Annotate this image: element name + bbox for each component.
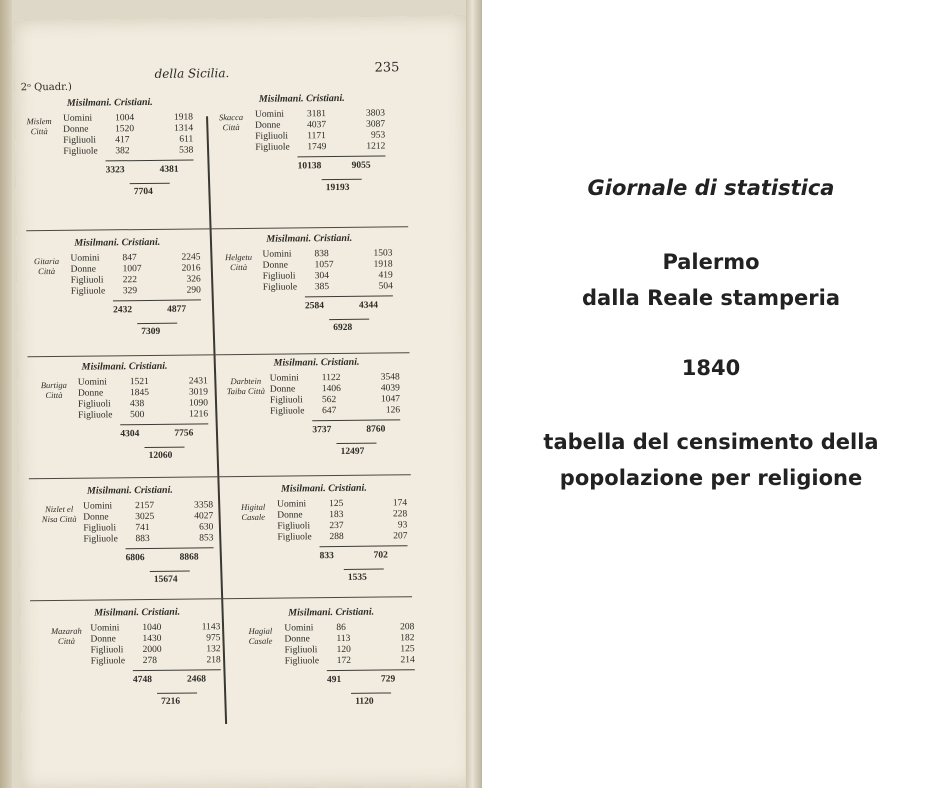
row-label: Donne bbox=[284, 634, 310, 645]
total-rule bbox=[322, 179, 362, 180]
table-row bbox=[263, 281, 393, 292]
grand-total: 7216 bbox=[161, 696, 181, 707]
misilmani-value: 4037 bbox=[307, 120, 327, 131]
misilmani-value: 1521 bbox=[129, 376, 149, 388]
grand-total: 1120 bbox=[355, 696, 374, 707]
row-label: Donne bbox=[90, 634, 116, 645]
cristiani-value: 3548 bbox=[380, 372, 400, 383]
total-rule bbox=[144, 447, 184, 448]
table-row bbox=[63, 112, 193, 123]
cristiani-value: 326 bbox=[186, 274, 201, 285]
row-label: Figliuole bbox=[262, 282, 298, 293]
census-block bbox=[46, 606, 227, 728]
caption-publisher: dalla Reale stamperia bbox=[581, 286, 840, 310]
header-cristiani: Cristiani. bbox=[128, 360, 168, 373]
block-header bbox=[288, 607, 374, 619]
cristiani-value: 290 bbox=[186, 285, 201, 296]
total-rule bbox=[344, 569, 384, 570]
row-label: Figliuole bbox=[90, 656, 126, 667]
census-block bbox=[39, 484, 220, 606]
caption-panel bbox=[482, 0, 940, 788]
table-row bbox=[71, 274, 201, 285]
table-row bbox=[90, 633, 220, 644]
cristiani-value: 611 bbox=[179, 134, 194, 145]
locality-name: Higital Casale bbox=[241, 501, 266, 523]
locality-name: Mazarah Città bbox=[50, 625, 82, 646]
table-row bbox=[63, 123, 193, 134]
cristiani-value: 214 bbox=[400, 655, 415, 666]
block-header bbox=[87, 485, 173, 497]
grand-total: 7704 bbox=[133, 186, 153, 198]
cristiani-value: 3803 bbox=[365, 108, 386, 119]
sum-cristiani: 729 bbox=[380, 674, 396, 685]
row-label: Donne bbox=[83, 512, 109, 523]
row-label: Figliuoli bbox=[90, 645, 124, 656]
cristiani-value: 1212 bbox=[366, 141, 386, 152]
sum-cristiani: 8868 bbox=[179, 552, 199, 563]
census-block bbox=[211, 92, 392, 214]
sum-misilmani: 2584 bbox=[304, 301, 325, 312]
misilmani-value: 883 bbox=[135, 533, 150, 545]
row-label: Uomini bbox=[254, 109, 285, 120]
cristiani-value: 93 bbox=[397, 520, 408, 531]
block-header bbox=[281, 483, 367, 495]
row-label: Uomini bbox=[90, 623, 120, 634]
misilmani-value: 1845 bbox=[129, 387, 149, 399]
header-misilmani: Misilmani. bbox=[94, 607, 140, 619]
header-misilmani: Misilmani. bbox=[280, 483, 326, 495]
table-row bbox=[255, 130, 385, 141]
table-row bbox=[90, 622, 220, 633]
row-label: Donne bbox=[269, 384, 296, 395]
row-label: Uomini bbox=[77, 377, 107, 388]
row-label: Uomini bbox=[62, 113, 93, 124]
block-header bbox=[74, 237, 160, 249]
grand-total: 15674 bbox=[153, 574, 178, 585]
table-row bbox=[91, 644, 221, 655]
table-row bbox=[63, 145, 193, 156]
cristiani-value: 1503 bbox=[373, 248, 393, 259]
misilmani-value: 741 bbox=[135, 522, 150, 534]
table-row bbox=[78, 376, 208, 387]
sum-rule bbox=[126, 547, 214, 549]
misilmani-value: 1004 bbox=[114, 113, 135, 124]
table-row bbox=[78, 409, 208, 420]
sum-cristiani: 702 bbox=[373, 550, 388, 561]
row-label: Figliuoli bbox=[255, 131, 289, 142]
total-rule bbox=[329, 319, 369, 320]
page-edge bbox=[466, 0, 482, 788]
table-row bbox=[255, 141, 385, 152]
cristiani-value: 1047 bbox=[380, 394, 401, 405]
misilmani-value: 847 bbox=[122, 253, 137, 264]
header-cristiani: Cristiani. bbox=[328, 482, 367, 495]
row-label: Figliuole bbox=[255, 142, 290, 153]
cristiani-value: 4027 bbox=[194, 511, 214, 522]
misilmani-value: 1406 bbox=[321, 383, 341, 395]
misilmani-value: 288 bbox=[329, 531, 344, 543]
misilmani-value: 172 bbox=[336, 655, 352, 667]
census-block bbox=[26, 236, 207, 358]
misilmani-value: 278 bbox=[142, 655, 158, 667]
table-row bbox=[83, 500, 213, 511]
cristiani-value: 1143 bbox=[201, 622, 221, 633]
sum-rule bbox=[133, 669, 221, 671]
sum-rule bbox=[297, 155, 385, 157]
table-row bbox=[277, 498, 407, 509]
cristiani-value: 228 bbox=[392, 509, 408, 520]
table-row bbox=[284, 622, 414, 633]
table-row bbox=[71, 263, 201, 274]
misilmani-value: 647 bbox=[322, 406, 337, 417]
misilmani-value: 3181 bbox=[306, 109, 327, 120]
table-row bbox=[70, 252, 200, 263]
header-misilmani: Misilmani. bbox=[81, 361, 127, 373]
sum-cristiani: 4877 bbox=[166, 304, 187, 315]
misilmani-value: 382 bbox=[115, 146, 130, 157]
misilmani-value: 838 bbox=[314, 249, 329, 260]
sum-misilmani: 491 bbox=[326, 674, 342, 686]
misilmani-value: 1520 bbox=[115, 124, 135, 135]
row-label: Uomini bbox=[262, 249, 292, 260]
block-header bbox=[82, 361, 168, 373]
cristiani-value: 132 bbox=[206, 644, 221, 655]
misilmani-value: 183 bbox=[329, 509, 344, 521]
caption-description-line2: popolazione per religione bbox=[559, 466, 863, 490]
row-label: Figliuoli bbox=[83, 523, 117, 534]
sum-rule bbox=[305, 295, 393, 297]
header-cristiani: Cristiani. bbox=[134, 484, 173, 497]
total-rule bbox=[351, 692, 391, 693]
caption-description-line1: tabella del censimento della bbox=[543, 430, 879, 454]
cristiani-value: 538 bbox=[179, 145, 194, 156]
header-misilmani: Misilmani. bbox=[86, 485, 132, 497]
cristiani-value: 1216 bbox=[189, 409, 209, 420]
table-row bbox=[83, 522, 213, 533]
total-rule bbox=[150, 571, 190, 572]
sum-misilmani: 6806 bbox=[125, 553, 145, 564]
table-row bbox=[255, 108, 385, 119]
misilmani-value: 500 bbox=[130, 410, 145, 421]
sum-misilmani: 833 bbox=[319, 551, 334, 562]
table-row bbox=[255, 119, 385, 130]
grand-total: 12497 bbox=[340, 446, 365, 457]
cristiani-value: 174 bbox=[392, 498, 408, 509]
misilmani-value: 2000 bbox=[142, 644, 162, 656]
header-misilmani: Misilmani. bbox=[288, 607, 334, 619]
sum-cristiani: 4381 bbox=[159, 164, 179, 175]
table-row bbox=[83, 511, 213, 522]
cristiani-value: 3019 bbox=[188, 387, 208, 398]
header-cristiani: Cristiani. bbox=[335, 606, 375, 619]
misilmani-value: 438 bbox=[129, 399, 145, 410]
table-row bbox=[91, 655, 221, 666]
misilmani-value: 113 bbox=[336, 633, 351, 645]
census-block bbox=[34, 360, 215, 482]
cristiani-value: 2245 bbox=[181, 252, 201, 263]
sum-misilmani: 2432 bbox=[113, 305, 133, 316]
cristiani-value: 3087 bbox=[366, 119, 386, 130]
caption-city: Palermo bbox=[662, 250, 760, 274]
sum-cristiani: 7756 bbox=[174, 428, 194, 439]
block-header bbox=[94, 607, 180, 619]
misilmani-value: 1430 bbox=[142, 633, 162, 645]
sum-cristiani: 2468 bbox=[186, 674, 206, 685]
misilmani-value: 222 bbox=[122, 275, 138, 286]
table-row bbox=[270, 383, 400, 394]
caption-title: Giornale di statistica bbox=[587, 176, 835, 200]
cristiani-value: 126 bbox=[385, 405, 401, 416]
row-label: Uomini bbox=[83, 501, 113, 512]
table-row bbox=[285, 644, 415, 655]
table-row bbox=[270, 372, 400, 383]
misilmani-value: 417 bbox=[115, 135, 130, 146]
sum-cristiani: 8760 bbox=[366, 424, 386, 435]
sum-misilmani: 3737 bbox=[312, 425, 332, 436]
cristiani-value: 207 bbox=[393, 531, 408, 542]
cristiani-value: 953 bbox=[370, 130, 386, 141]
header-misilmani: Misilmani. bbox=[266, 233, 312, 245]
table-row bbox=[63, 134, 193, 145]
row-label: Donne bbox=[262, 260, 288, 271]
misilmani-value: 86 bbox=[336, 622, 346, 634]
misilmani-value: 237 bbox=[329, 520, 344, 532]
sum-cristiani: 9055 bbox=[351, 160, 371, 171]
misilmani-value: 1749 bbox=[307, 142, 327, 153]
row-label: Figliuole bbox=[83, 534, 118, 545]
table-row bbox=[78, 387, 208, 398]
row-label: Figliuoli bbox=[277, 521, 311, 532]
row-label: Figliuoli bbox=[269, 395, 303, 406]
table-row bbox=[277, 509, 407, 520]
page-header-center: della Sicilia. bbox=[154, 66, 230, 81]
block-header bbox=[266, 233, 352, 245]
row-label: Donne bbox=[277, 510, 303, 521]
misilmani-value: 1007 bbox=[122, 264, 142, 275]
row-label: Figliuoli bbox=[77, 399, 111, 410]
misilmani-value: 125 bbox=[329, 498, 344, 510]
table-row bbox=[78, 398, 208, 409]
misilmani-value: 385 bbox=[314, 282, 330, 293]
book-spine bbox=[0, 0, 12, 788]
header-misilmani: Misilmani. bbox=[258, 93, 304, 105]
table-row bbox=[270, 394, 400, 405]
table-row bbox=[277, 520, 407, 531]
table-row bbox=[83, 533, 213, 544]
row-label: Figliuole bbox=[70, 286, 106, 297]
table-row bbox=[270, 405, 400, 416]
grand-total: 1535 bbox=[347, 572, 367, 583]
page-header-left: 2ᵒ Quadr.) bbox=[20, 81, 72, 94]
misilmani-value: 120 bbox=[336, 644, 351, 656]
page-number: 235 bbox=[374, 60, 400, 76]
row-label: Uomini bbox=[269, 373, 299, 384]
locality-name: Nizlet el Nisa Città bbox=[41, 503, 77, 525]
locality-name: Mislem Città bbox=[26, 115, 52, 137]
sum-misilmani: 4748 bbox=[132, 674, 152, 686]
row-label: Figliuole bbox=[270, 406, 305, 417]
header-misilmani: Misilmani. bbox=[273, 357, 319, 369]
locality-name: Skacca Città bbox=[218, 111, 244, 133]
census-block bbox=[233, 482, 414, 604]
table-row bbox=[284, 633, 414, 644]
table-row bbox=[263, 259, 393, 270]
grand-total: 12060 bbox=[148, 450, 173, 461]
locality-name: Darbtein Taiba Città bbox=[226, 375, 266, 397]
census-block bbox=[226, 356, 407, 478]
block-header bbox=[259, 93, 345, 105]
cristiani-value: 853 bbox=[199, 533, 214, 544]
locality-name: Helgetu Città bbox=[224, 251, 253, 273]
locality-name: Burtiga Città bbox=[40, 379, 67, 401]
row-label: Donne bbox=[255, 120, 281, 131]
cristiani-value: 2016 bbox=[181, 263, 201, 274]
misilmani-value: 1057 bbox=[314, 260, 334, 271]
misilmani-value: 2157 bbox=[135, 500, 155, 512]
cristiani-value: 208 bbox=[400, 622, 415, 633]
row-label: Figliuole bbox=[63, 146, 98, 157]
sum-misilmani: 3323 bbox=[105, 165, 125, 176]
row-label: Uomini bbox=[70, 253, 100, 264]
misilmani-value: 1122 bbox=[321, 372, 341, 384]
total-rule bbox=[130, 183, 170, 184]
census-block bbox=[19, 96, 200, 218]
row-label: Donne bbox=[77, 388, 104, 399]
sum-misilmani: 10138 bbox=[297, 161, 322, 172]
sum-misilmani: 4304 bbox=[120, 429, 140, 440]
misilmani-value: 562 bbox=[321, 395, 337, 406]
misilmani-value: 1040 bbox=[142, 622, 162, 634]
row-label: Donne bbox=[63, 124, 89, 135]
header-cristiani: Cristiani. bbox=[313, 232, 353, 245]
census-block bbox=[240, 606, 421, 728]
row-label: Donne bbox=[70, 264, 97, 275]
sum-rule bbox=[320, 545, 408, 547]
cristiani-value: 218 bbox=[206, 655, 221, 666]
cristiani-value: 182 bbox=[400, 633, 415, 644]
sum-cristiani: 4344 bbox=[358, 300, 379, 311]
header-cristiani: Cristiani. bbox=[114, 96, 153, 109]
cristiani-value: 1918 bbox=[373, 259, 393, 270]
row-label: Figliuoli bbox=[70, 275, 104, 286]
header-misilmani: Misilmani. bbox=[66, 97, 112, 109]
header-misilmani: Misilmani. bbox=[74, 237, 120, 249]
row-label: Figliuoli bbox=[284, 645, 318, 656]
locality-name: Hagial Casale bbox=[248, 625, 273, 646]
cristiani-value: 975 bbox=[206, 633, 221, 644]
cristiani-value: 630 bbox=[199, 522, 214, 533]
cristiani-value: 1090 bbox=[188, 398, 209, 409]
sum-rule bbox=[312, 419, 400, 421]
row-label: Figliuoli bbox=[262, 271, 296, 282]
row-label: Figliuoli bbox=[63, 135, 97, 146]
header-cristiani: Cristiani. bbox=[306, 92, 345, 105]
row-label: Uomini bbox=[277, 499, 307, 510]
table-row bbox=[277, 531, 407, 542]
census-block bbox=[218, 232, 399, 354]
table-row bbox=[263, 270, 393, 281]
sum-rule bbox=[113, 299, 201, 301]
header-cristiani: Cristiani. bbox=[121, 236, 161, 249]
cristiani-value: 1314 bbox=[174, 123, 194, 134]
table-row bbox=[71, 285, 201, 296]
table-row bbox=[285, 655, 415, 666]
total-rule bbox=[137, 323, 177, 324]
misilmani-value: 3025 bbox=[135, 511, 155, 523]
table-row bbox=[262, 248, 392, 259]
grand-total: 19193 bbox=[325, 182, 350, 194]
cristiani-value: 504 bbox=[378, 281, 393, 292]
total-rule bbox=[336, 443, 376, 444]
cristiani-value: 3358 bbox=[194, 500, 214, 511]
caption-year: 1840 bbox=[681, 356, 741, 380]
row-divider-1 bbox=[26, 226, 408, 231]
row-label: Figliuole bbox=[284, 656, 320, 667]
row-label: Figliuole bbox=[277, 532, 312, 543]
cristiani-value: 4039 bbox=[380, 383, 400, 394]
cristiani-value: 1918 bbox=[173, 112, 194, 123]
cristiani-value: 419 bbox=[378, 270, 393, 281]
row-label: Uomini bbox=[284, 623, 314, 634]
header-cristiani: Cristiani. bbox=[320, 356, 360, 369]
row-label: Figliuole bbox=[78, 410, 113, 421]
grand-total: 7309 bbox=[141, 326, 161, 338]
sum-rule bbox=[327, 669, 415, 671]
sum-rule bbox=[120, 423, 208, 425]
misilmani-value: 1171 bbox=[307, 131, 326, 142]
book-page bbox=[14, 16, 474, 788]
block-header bbox=[67, 97, 153, 109]
block-header bbox=[274, 357, 360, 369]
cristiani-value: 2431 bbox=[188, 376, 208, 387]
cristiani-value: 125 bbox=[400, 644, 415, 655]
sum-rule bbox=[105, 159, 193, 161]
locality-name: Gitaria Città bbox=[33, 255, 60, 277]
total-rule bbox=[157, 692, 197, 693]
grand-total: 6928 bbox=[333, 322, 353, 334]
misilmani-value: 329 bbox=[122, 286, 138, 297]
misilmani-value: 304 bbox=[314, 271, 330, 282]
header-cristiani: Cristiani. bbox=[141, 606, 181, 619]
